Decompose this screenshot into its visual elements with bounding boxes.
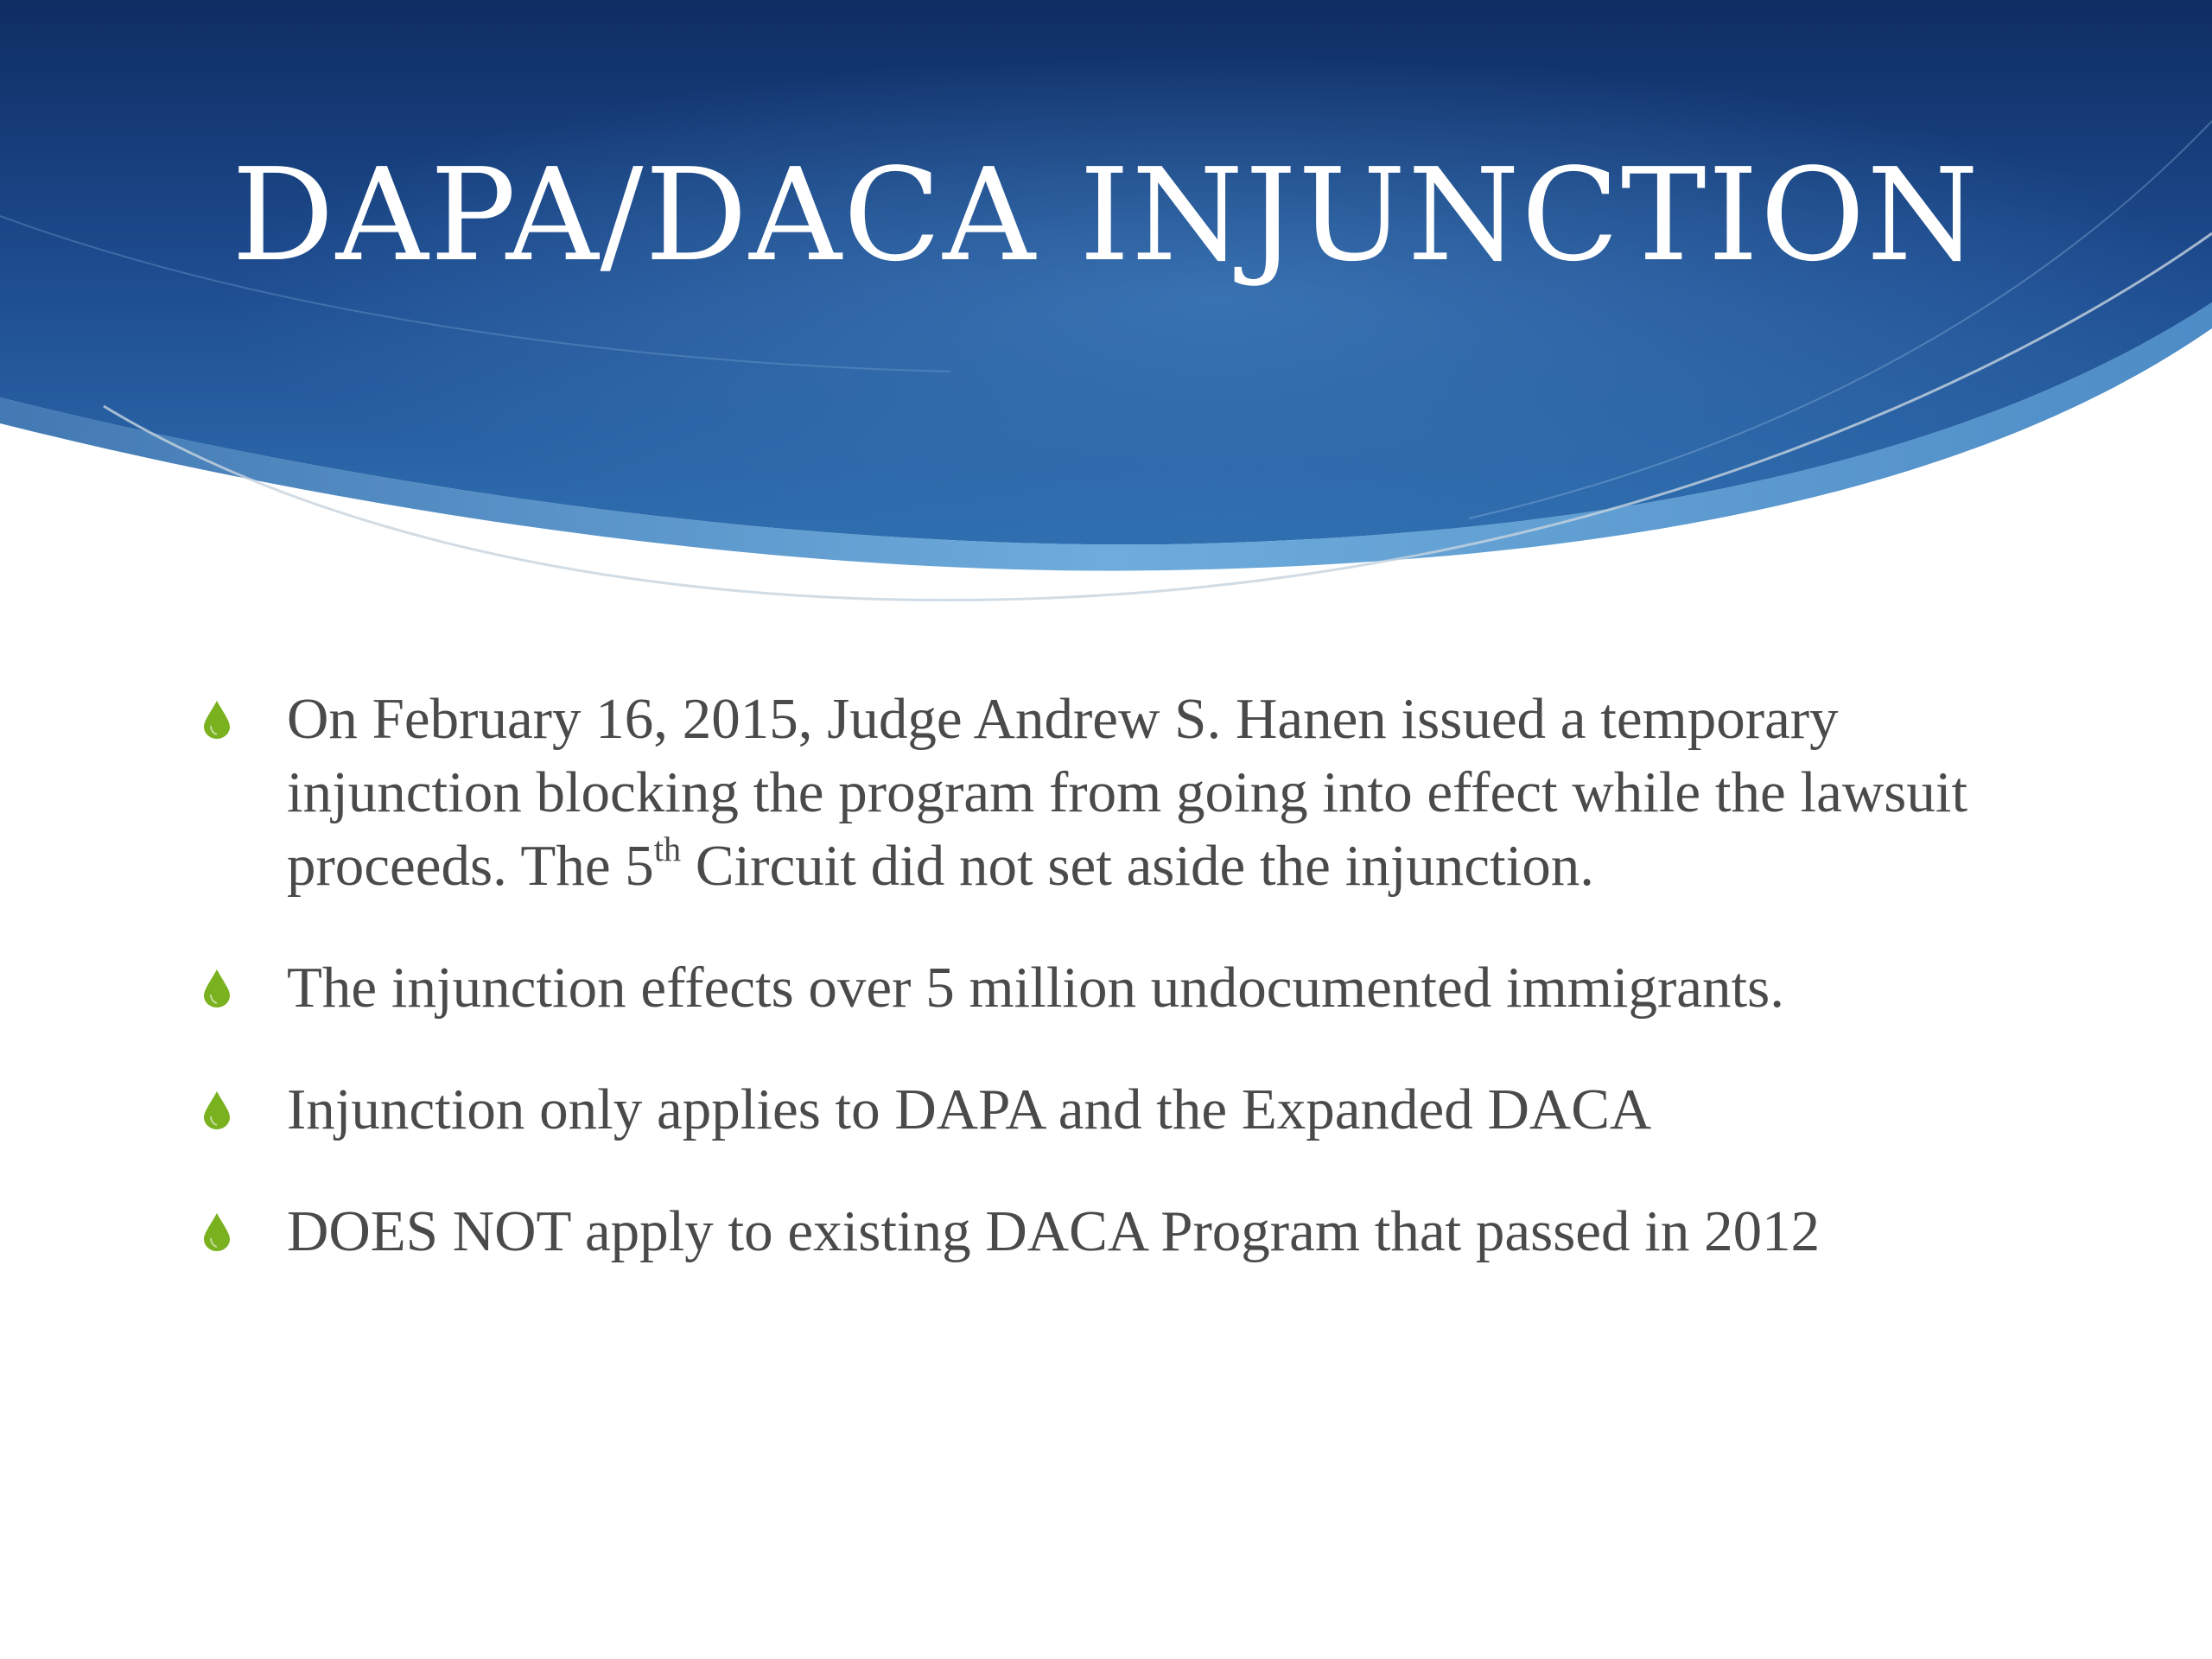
header-wave-background: [0, 0, 2212, 657]
drop-icon: [202, 969, 232, 1008]
drop-icon: [202, 1212, 232, 1252]
bullet-text: Injunction only applies to DAPA and the Expanded DACA: [287, 1077, 1652, 1142]
drop-icon: [202, 700, 232, 740]
slide-title: DAPA/DACA INJUNCTION: [232, 141, 1980, 289]
bullet-item: [197, 1195, 2063, 1268]
bullet-item: [197, 1073, 2063, 1147]
ordinal-suffix: th: [653, 830, 682, 869]
bullet-item: [197, 951, 2063, 1025]
bullet-text: The injunction effects over 5 million undocumented immigrants.: [287, 956, 1784, 1020]
bullet-text: DOES NOT apply to existing DACA Program that passed in 2012: [287, 1199, 1821, 1264]
bullet-text: On February 16, 2015, Judge Andrew S. Hanen issued a temporary injunction blocking the program from going into effect while the lawsuit proceeds. The 5th Circuit did not set aside the injunction.: [287, 687, 1968, 899]
bullet-list: [197, 683, 2063, 1317]
bullet-item: [197, 683, 2063, 903]
drop-icon: [202, 1090, 232, 1130]
